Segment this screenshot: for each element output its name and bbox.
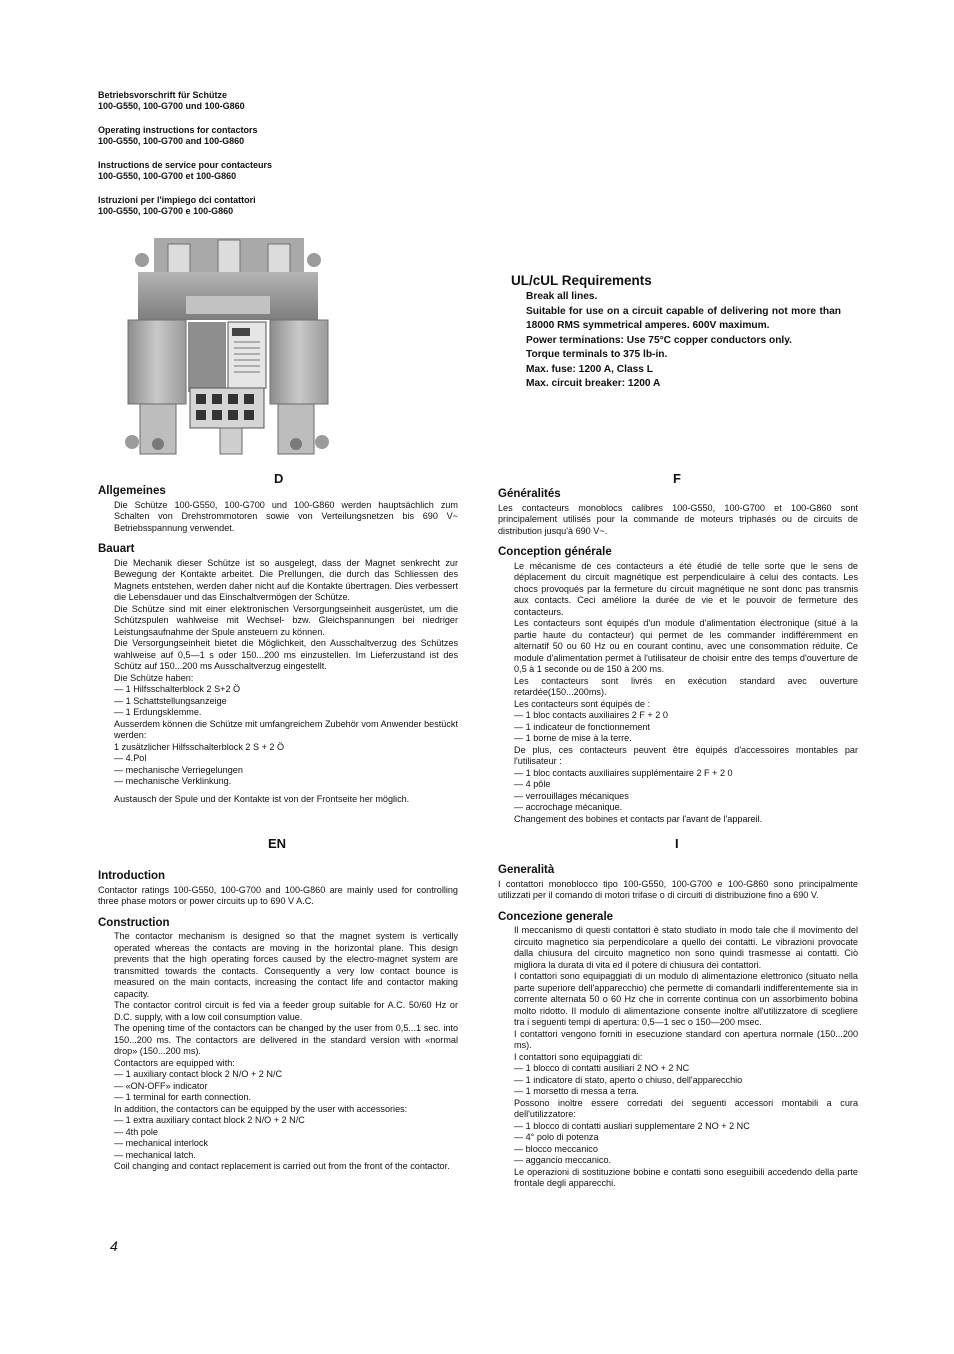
section-title: Concezione generale	[498, 910, 614, 923]
header-block-fr: Instructions de service pour contacteurs 100-G550, 100-G700 et 100-G860	[98, 160, 273, 181]
paragraph: Ausserdem können die Schütze mit umfangreichem Zubehör vom Anwender bestückt werden:	[114, 718, 458, 740]
lang-marker-it: I	[675, 836, 679, 851]
section-title: Généralités	[498, 488, 561, 500]
paragraph: Coil changing and contact replacement is carried out from the front of the contactor.	[114, 1161, 450, 1171]
paragraph: Il meccanismo di questi contattori è stato studiato in modo tale che il movimento del circuito magnetico sia perpendicolare a quello dei contatti. Le vibrazioni provocate dalla chiusura del circuito magnetico non sono quindi trasmesse ai contatti. Ciò migliora la durata di vita ed il potere di chiusura dei contattori.	[514, 925, 858, 970]
paragraph: Les contacteurs monoblocs calibres 100-G550, 100-G700 et 100-G860 sont principalement utilisés pour la commande de moteurs triphasés ou de circuits de distribution jusqu'à 690 V~.	[498, 502, 858, 536]
list-item: — aggancio meccanico.	[514, 1155, 612, 1165]
paragraph: Die Schütze haben:	[114, 672, 194, 683]
list-item: — mechanische Verklinkung.	[114, 776, 232, 786]
list-item: — 1 morsetto di messa a terra.	[514, 1086, 639, 1096]
list-item: — mechanical latch.	[114, 1149, 196, 1160]
paragraph: Die Schütze sind mit einer elektronischen Versorgungseinheit ausgerüstet, um die Schützspulen wahlweise mit Wechsel- bzw. Gleichspannungen bei niedriger Leistungsaufnahme der Spule ansteuern zu können.	[114, 603, 458, 637]
header-block-it: Istruzioni per l'impiego dci contattori 100-G550, 100-G700 e 100-G860	[98, 195, 256, 216]
list-item: — blocco meccanico	[514, 1143, 598, 1154]
document-header	[98, 90, 398, 230]
ul-line: Max. circuit breaker: 1200 A	[526, 378, 661, 389]
paragraph: Die Mechanik dieser Schütze ist so ausgelegt, dass der Magnet senkrecht zur Bewegung der Kontakte arbeitet. Die Prellungen, die durch das Schliessen des Magnets entstehen, werden daher nicht auf die Kontakte übertragen. Dies verbessert die Lebensdauer und das Einschaltvermögen der Schütze.	[114, 557, 458, 602]
section-fr	[498, 489, 858, 825]
paragraph: Contactor ratings 100-G550, 100-G700 and 100-G860 are mainly used for controlling three phase motors or power circuits up to 690 V A.C.	[98, 884, 458, 906]
list-item: — 1 bloc contacts auxiliaires supplémentaire 2 F + 2 0	[514, 767, 733, 778]
ul-title: UL/cUL Requirements	[511, 273, 652, 288]
paragraph: Die Schütze 100-G550, 100-G700 und 100-G860 werden hauptsächlich zum Schalten von Drehstrommotoren sowie von Verteilungsnetzen bis 690 V~ Betriebsspannung verwendet.	[114, 499, 458, 533]
contactor-photo	[124, 236, 330, 456]
list-item: — 1 blocco di contatti ausiliari 2 NO + 2 NC	[514, 1063, 690, 1073]
list-item: — 4th pole	[114, 1126, 158, 1137]
section-de	[98, 486, 458, 805]
list-item: — 1 indicatore di stato, aperto o chiuso, dell'apparecchio	[514, 1074, 743, 1085]
list-item: — mechanische Verriegelungen	[114, 764, 243, 775]
paragraph: Les contacteurs sont livrés en exécution standard avec ouverture retardée(150...200ms).	[514, 675, 858, 697]
ul-line: Power terminations: Use 75°C copper conductors only.	[526, 334, 792, 346]
header-block-de: Betriebsvorschrift für Schütze 100-G550, 100-G700 und 100-G860	[98, 90, 245, 111]
ul-line: Suitable for use on a circuit capable of delivering not more than 18000 RMS symmetrical amperes. 600V maximum.	[526, 305, 841, 331]
list-item: — 1 extra auxiliary contact block 2 N/O + 2 N/C	[114, 1115, 305, 1125]
paragraph: Changement des bobines et contacts par l'avant de l'appareil.	[514, 813, 763, 824]
list-item: — verrouillages mécaniques	[514, 790, 629, 801]
paragraph: The contactor mechanism is designed so that the magnet system is vertically operated whereas the contacts are moving in the horizontal plane. This design prevents that the high operating forces caused by the electro-magnet system are transmitted towards the contacts. Consequently a very low contact bounce is measured on the main contacts, increasing the contact life and contactor making capacity.	[114, 931, 458, 999]
list-item: — mechanical interlock	[114, 1138, 209, 1148]
paragraph: The opening time of the contactors can be changed by the user from 0,5...1 sec. into 150...200 ms. The contactors are delivered in the standard version with «normal drop» (150...200 ms).	[114, 1023, 458, 1056]
paragraph: I contattori sono equipaggiati di un modulo di alimentazione elettronico (situato nella parte superiore dell'apparecchio) che permette di comandarli indifferentemente sia in corrente alternata 50 o 60 Hz che in corrente continua con un assorbimento bobina molto ridotto. Il modulo di alimentazione consente inoltre all'utilizzatore di scegliere tra i seguenti tempi di apertura: 0,5—1 sec o 150—200 msec.	[514, 971, 858, 1027]
ul-line: Break all lines.	[526, 291, 598, 302]
list-item: — 4.Pol	[114, 753, 147, 763]
list-item: — 1 Erdungsklemme.	[114, 707, 202, 717]
paragraph: Contactors are equipped with:	[114, 1057, 235, 1068]
section-en	[98, 871, 458, 1173]
paragraph: Possono inoltre essere corredati dei seguenti accessori montabili a cura dell'utilizzatore:	[514, 1097, 858, 1119]
paragraph: De plus, ces contacteurs peuvent être équipés d'accessoires montables par l'utilisateur :	[514, 744, 858, 766]
paragraph: The contactor control circuit is fed via a feeder group suitable for A.C. 50/60 Hz or D.C. supply, with a low coil consumption value.	[114, 1000, 458, 1022]
section-title: Introduction	[98, 870, 166, 882]
section-it	[498, 865, 858, 1190]
list-item: — 4 pôle	[514, 779, 551, 789]
paragraph: Le operazioni di sostituzione bobine e contatti sono eseguibili accedendo della parte frontale degli apparecchi.	[514, 1166, 858, 1188]
ul-line: Torque terminals to 375 lb-in.	[526, 349, 668, 360]
list-item: — 1 auxiliary contact block 2 N/O + 2 N/C	[114, 1069, 283, 1079]
paragraph: Le mécanisme de ces contacteurs a été étudié de telle sorte que le sens de déplacement du circuit magnétique est perpendiculaire à celui des contacts. Les chocs provoqués par la fermeture du circuit magnétique ne sont donc pas transmis aux contacts. Ceci améliore la durée de vie et le pouvoir de fermeture des contacteurs.	[514, 560, 858, 617]
ul-line: Max. fuse: 1200 A, Class L	[526, 363, 654, 375]
list-item: — 1 borne de mise à la terre.	[514, 733, 632, 743]
list-item: — 1 Hilfsschalterblock 2 S+2 Ö	[114, 684, 241, 694]
list-item: — 4° polo di potenza	[514, 1132, 599, 1142]
section-title: Generalità	[498, 864, 555, 876]
page-number: 4	[110, 1238, 118, 1254]
list-item: — 1 blocco di contatti ausliari supplementare 2 NO + 2 NC	[514, 1120, 750, 1131]
paragraph: Die Versorgungseinheit bietet die Möglichkeit, den Ausschaltverzug des Schützes wahlweise auf 0,5—1 s oder 150...200 ms einzustellen. Im Lieferzustand ist des Schütz auf 150...200 ms Ausschaltverzug eingestellt.	[114, 638, 458, 671]
list-item: — «ON-OFF» indicator	[114, 1080, 208, 1091]
paragraph: Les contacteurs sont équipés d'un module d'alimentation électronique (situé à la partie haute du contacteur) qui permet de les commander indifféremment en alternatif 50 ou 60 Hz ou en courant continu, avec une consommation réduite. Ce module d'alimentation permet à l'utilisateur de choisir entre des temps d'ouverture de 0,5 à 1 seconde ou de 150 à 200 ms.	[514, 618, 858, 674]
paragraph: Les contacteurs sont équipés de :	[514, 698, 650, 709]
list-item: — 1 indicateur de fonctionnement	[514, 721, 650, 732]
list-item: — 1 bloc contacts auxiliaires 2 F + 2 0	[514, 710, 668, 720]
paragraph: In addition, the contactors can be equipped by the user with accessories:	[114, 1103, 408, 1114]
list-item: — accrochage mécanique.	[514, 802, 623, 812]
paragraph: I contattori vengono forniti in esecuzione standard con apertura normale (150...200 ms).	[514, 1028, 858, 1050]
paragraph: 1 zusätzlicher Hilfsschalterblock 2 S + 2 Ö	[114, 741, 285, 752]
paragraph: Austausch der Spule und der Kontakte ist von der Frontseite her möglich.	[114, 793, 410, 804]
header-block-en: Operating instructions for contactors 100-G550, 100-G700 and 100-G860	[98, 125, 258, 146]
list-item: — 1 Schattstellungsanzeige	[114, 695, 227, 706]
lang-marker-fr: F	[673, 471, 681, 486]
list-item: — 1 terminal for earth connection.	[114, 1092, 251, 1102]
lang-marker-en: EN	[268, 836, 287, 851]
section-title: Bauart	[98, 543, 135, 555]
section-title: Construction	[98, 916, 170, 929]
section-title: Conception générale	[498, 546, 612, 558]
paragraph: I contattori monoblocco tipo 100-G550, 100-G700 e 100-G860 sono principalmente utilizzati per il comando di motori trifase o di circuiti di distribuzione fino a 690 V.	[498, 878, 858, 900]
ul-requirements	[511, 273, 841, 392]
lang-marker-de: D	[274, 471, 284, 486]
section-title: Allgemeines	[98, 485, 166, 497]
paragraph: I contattori sono equipaggiati di:	[514, 1051, 643, 1062]
